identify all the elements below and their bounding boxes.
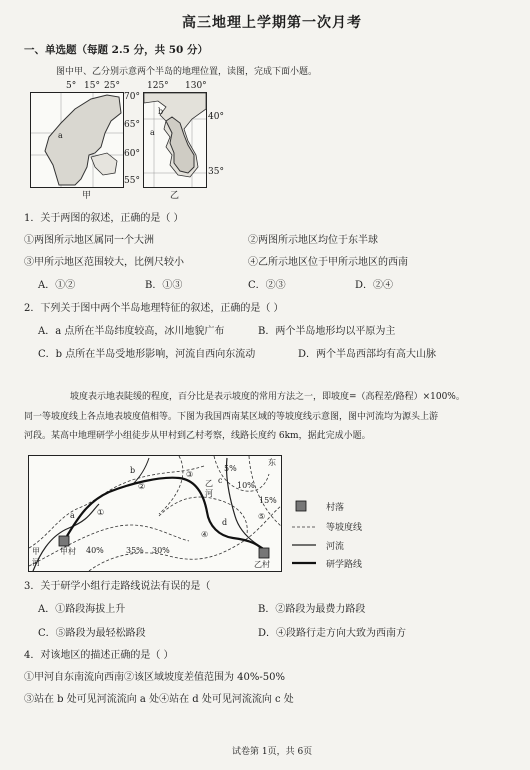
q3-option-a[interactable]: A．①路段海拔上升 bbox=[38, 604, 126, 615]
slope-map-label-15: 15% bbox=[259, 496, 277, 505]
q3-stem: 3．关于研学小组行走路线说法有误的是（ bbox=[24, 581, 211, 592]
slope-map-village-jia: 甲村 bbox=[60, 547, 76, 556]
map-yi-lat-1: 40° bbox=[208, 112, 224, 122]
q1-statement-2: ②两图所示地区均位于东半球 bbox=[248, 235, 378, 246]
slope-map-point-d: d bbox=[222, 518, 228, 527]
map-yi-lat-2: 35° bbox=[208, 167, 224, 177]
q1-statement-1: ①两图所示地区属同一个大洲 bbox=[24, 235, 154, 246]
legend-river: 河流 bbox=[326, 542, 345, 552]
legend-village-symbol bbox=[296, 501, 306, 511]
slope-map-segment-4: ④ bbox=[201, 530, 209, 539]
q2-stem: 2．下列关于图中两个半岛地理特征的叙述，正确的是（ ） bbox=[24, 303, 284, 314]
slope-map-point-c: c bbox=[218, 476, 223, 485]
slope-map-village-yi: 乙村 bbox=[254, 560, 270, 569]
q2-option-c[interactable]: C．b 点所在半岛受地形影响，河流自西向东流动 bbox=[38, 349, 256, 360]
slope-map-segment-2: ② bbox=[138, 482, 146, 491]
slope-map-river-he2: 河 bbox=[205, 489, 213, 498]
map-jia-lon-2: 15° bbox=[84, 81, 100, 91]
slope-map-east-label: 东 bbox=[268, 458, 276, 467]
passage-line-3: 河段。某高中地理研学小组徒步从甲村到乙村考察，线路长度约 6km，据此完成小题。 bbox=[24, 431, 371, 441]
map-yi bbox=[143, 92, 207, 188]
slope-map-point-b: b bbox=[130, 466, 136, 475]
q2-option-a[interactable]: A．a 点所在半岛纬度较高，冰川地貌广布 bbox=[38, 326, 225, 337]
slope-map-label-35: 35% bbox=[126, 546, 144, 555]
slope-map-label-5: 5% bbox=[224, 464, 237, 473]
slope-map-segment-5: ⑤ bbox=[258, 512, 266, 521]
q2-option-d[interactable]: D．两个半岛西部均有高大山脉 bbox=[298, 349, 437, 360]
q1-option-c[interactable]: C．②③ bbox=[248, 280, 286, 291]
q1-option-b[interactable]: B．①③ bbox=[145, 280, 183, 291]
map-yi-point-b: b bbox=[158, 107, 164, 116]
q4-stem: 4．对该地区的描述正确的是（ ） bbox=[24, 650, 174, 661]
map-jia-lat-1: 70° bbox=[124, 92, 140, 102]
map-jia-lat-3: 60° bbox=[124, 149, 140, 159]
map-yi-lon-2: 130° bbox=[185, 81, 207, 91]
slope-map-river-yi: 乙 bbox=[205, 479, 213, 488]
slope-map-segment-1: ① bbox=[97, 508, 105, 517]
svg-text:a: a bbox=[58, 131, 63, 140]
map-yi-shape bbox=[144, 93, 206, 187]
q4-line-2: ③站在 b 处可见河流流向 a 处④站在 d 处可见河流流向 c 处 bbox=[24, 694, 294, 705]
map-jia-lat-2: 65° bbox=[124, 120, 140, 130]
q1-stem: 1．关于两图的叙述，正确的是（ ） bbox=[24, 213, 184, 224]
map-yi-caption: 乙 bbox=[170, 191, 180, 201]
map-jia-lon-3: 25° bbox=[104, 81, 120, 91]
passage-line-1: 坡度表示地表陡缓的程度，百分比是表示坡度的常用方法之一，即坡度=（高程差/路程）×100%。 bbox=[70, 392, 465, 402]
slope-map-segment-3: ③ bbox=[186, 470, 194, 479]
map-jia-lat-4: 55° bbox=[124, 176, 140, 186]
map-jia-shape bbox=[31, 93, 123, 187]
map-jia-caption: 甲 bbox=[82, 191, 92, 201]
page-title: 高三地理上学期第一次月考 bbox=[182, 15, 362, 31]
q3-option-b[interactable]: B．②路段为最费力路段 bbox=[258, 604, 366, 615]
legend-village: 村落 bbox=[326, 503, 345, 513]
legend-route: 研学路线 bbox=[326, 560, 363, 570]
passage-line-2: 同一等坡度线上各点地表坡度值相等。下图为我国西南某区域的等坡度线示意图，图中河流均为源头上游 bbox=[24, 412, 439, 422]
map-jia-lon-1: 5° bbox=[66, 81, 77, 91]
slope-map-river-jia: 甲 bbox=[32, 547, 40, 556]
q2-option-b[interactable]: B．两个半岛地形均以平原为主 bbox=[258, 326, 396, 337]
slope-map-river-he: 河 bbox=[32, 558, 40, 567]
q1-option-d[interactable]: D．②④ bbox=[355, 280, 394, 291]
map-jia bbox=[30, 92, 124, 188]
section-intro: 图中甲、乙分别示意两个半岛的地理位置，读图，完成下面小题。 bbox=[56, 67, 318, 77]
map-yi-point-a: a bbox=[150, 128, 155, 137]
slope-map-label-30: 30% bbox=[152, 546, 170, 555]
legend-contour: 等坡度线 bbox=[326, 523, 363, 533]
q3-option-c[interactable]: C．⑤路段为最轻松路段 bbox=[38, 628, 146, 639]
q1-statement-4: ④乙所示地区位于甲所示地区的西南 bbox=[248, 257, 408, 268]
q3-option-d[interactable]: D．④段路行走方向大致为西南方 bbox=[258, 628, 407, 639]
q4-line-1: ①甲河自东南流向西南②该区域坡度差值范围为 40%-50% bbox=[24, 672, 286, 683]
slope-map-label-10: 10% bbox=[237, 481, 255, 490]
q1-statement-3: ③甲所示地区范围较大，比例尺较小 bbox=[24, 257, 184, 268]
map-yi-lon-1: 125° bbox=[147, 81, 169, 91]
slope-map-label-40: 40% bbox=[86, 546, 104, 555]
legend-symbols bbox=[288, 495, 328, 605]
q1-option-a[interactable]: A．①② bbox=[38, 280, 76, 291]
section-heading: 一、单选题（每题 2.5 分，共 50 分） bbox=[24, 44, 209, 56]
slope-map-point-a: a bbox=[70, 511, 75, 520]
page-footer: 试卷第 1页，共 6页 bbox=[232, 747, 313, 757]
